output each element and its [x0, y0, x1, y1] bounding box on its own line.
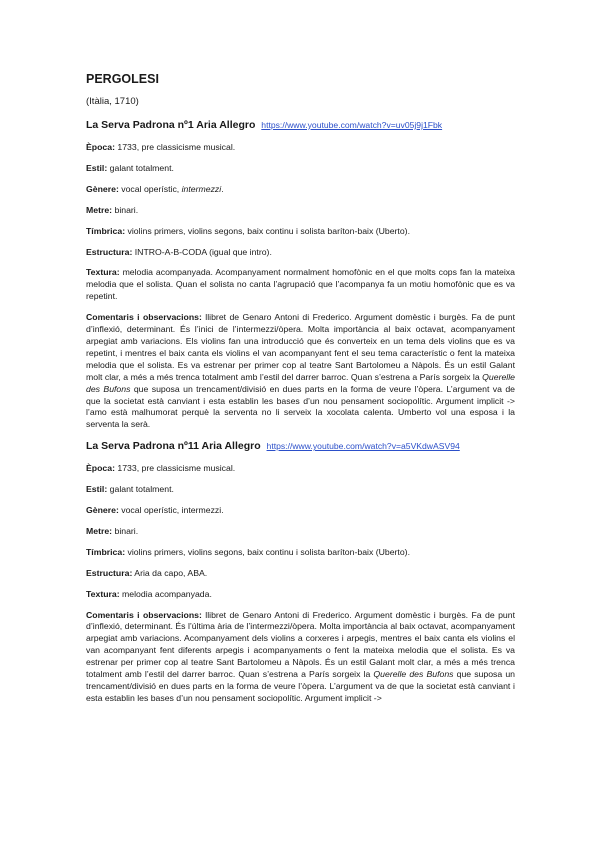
- field-label: Gènere:: [86, 183, 119, 194]
- timbrica-field: [86, 547, 515, 559]
- estructura-field: [86, 247, 515, 259]
- field-value: vocal operístic, intermezzi.: [118, 505, 224, 516]
- comentaris-field: [86, 312, 515, 431]
- field-value: melodia acompanyada. Acompanyament normalment homofònic en el que molts cops fan la mateixa melodia que el solista. Quan el solista no canta l’agrupació que l’acompanya fa un motiu homofònic que es va repetint.: [86, 267, 515, 302]
- piece-title: La Serva Padrona nº11 Aria Allegro: [86, 440, 261, 453]
- field-label: Tímbrica:: [86, 225, 126, 236]
- field-value: que suposa un trencament/divisió en dues parts en la forma de veure l’òpera. L’argument va de que la societat està canviant i esta establin les bases d’un nou pensament sociopolític. Argument implicit -> l’amo està malhumorat perquè la serventa no li serveix la xocolata calenta. Umberto vol una esposa i la serventa la serà.: [86, 383, 516, 430]
- timbrica-field: [86, 226, 515, 238]
- field-value: violins primers, violins segons, baix continu i solista baríton-baix (Uberto).: [125, 225, 410, 236]
- field-value-italic: Querelle des Bufons: [373, 669, 454, 680]
- field-value: llibret de Genaro Antoni di Frederico. Argument domèstic i burgès. Fa de punt d’inflexió, determinant. És l’inici de l’intermezzi/òpera. Molta importància al baix octavat, acompanyament arpegiat amb variacions. Els violins fan una introducció que és converteix en un tema dels violins que es va repetint, i mentres el baix canta els violins el van acompanyant fent el seu tema característic o fent la mateixa melodia que el solista. Es va estrenar per primer cop al teatre Sant Bartolomeu a Nàpols. És un estil Galant molt clar, a més a més trenca totalment amb l’estil del darrer barroc. Quan s’estrena a París sorgeix la: [86, 312, 515, 382]
- piece-heading: [86, 440, 515, 453]
- epoca-field: [86, 463, 515, 475]
- comentaris-field: [86, 610, 515, 705]
- field-value: violins primers, violins segons, baix continu i solista baríton-baix (Uberto).: [125, 546, 410, 557]
- field-value: 1733, pre classicisme musical.: [114, 463, 236, 474]
- field-label: Estructura:: [86, 567, 133, 578]
- field-value: INTRO-A-B-CODA (igual que intro).: [132, 246, 272, 257]
- field-value: 1733, pre classicisme musical.: [114, 142, 236, 152]
- youtube-link[interactable]: https://www.youtube.com/watch?v=a5VKdwASV94: [266, 441, 460, 452]
- field-label: Estructura:: [86, 246, 133, 257]
- genere-field: [86, 505, 515, 517]
- field-value-italic: Querelle des Bufons: [86, 371, 515, 394]
- field-label: Metre:: [86, 204, 113, 215]
- genere-field: [86, 184, 515, 196]
- youtube-link[interactable]: https://www.youtube.com/watch?v=uv05j9j1Fbk: [261, 120, 443, 130]
- field-value-italic: intermezzi: [181, 183, 222, 194]
- field-label: Textura:: [86, 267, 120, 278]
- piece-section-1: [86, 119, 515, 431]
- metre-field: [86, 526, 515, 538]
- piece-section-2: [86, 440, 515, 705]
- field-label: Època:: [86, 463, 115, 474]
- field-label: Metre:: [86, 525, 113, 536]
- field-value: galant totalment.: [107, 162, 174, 173]
- field-value: Aria da capo, ABA.: [132, 567, 208, 578]
- metre-field: [86, 205, 515, 217]
- field-label: Època:: [86, 142, 115, 152]
- estructura-field: [86, 568, 515, 580]
- field-value: vocal operístic,: [118, 183, 182, 194]
- field-value: binari.: [112, 204, 139, 215]
- estil-field: [86, 484, 515, 496]
- field-value: melodia acompanyada.: [119, 588, 212, 599]
- epoca-field: [86, 142, 515, 154]
- field-label: Gènere:: [86, 505, 119, 516]
- field-label: Estil:: [86, 484, 108, 495]
- field-value: llibret de Genaro Antoni di Frederico. Argument domèstic i burgès. Fa de punt d’inflexió, determinant. És l’última ària de l’intermezzi/òpera. Molta importància al baix octavat, acompanyament arpegiat amb variacions. Acompanyament dels violins a corxeres i arpegis, mentres el baix canta els violins el van acompanyant fent diferents arpegis i acompanyaments o fent la mateixa melodia que el solista. Es va estrenar per primer cop al teatre Sant Bartolomeu a Nàpols. És un estil Galant molt clar, a més a més trenca totalment amb l’estil del darrer barroc. Quan s’estrena a París sorgeix la: [86, 609, 515, 680]
- piece-heading: [86, 119, 515, 132]
- field-label: Comentaris i observacions:: [86, 312, 202, 323]
- field-label: Textura:: [86, 588, 120, 599]
- estil-field: [86, 163, 515, 175]
- field-label: Tímbrica:: [86, 546, 126, 557]
- field-value: binari.: [112, 525, 139, 536]
- field-label: Estil:: [86, 162, 108, 173]
- field-value: que suposa un trencament/divisió en dues parts en la forma de veure l’òpera. L’argument va de que la societat està canviant i esta establin les bases d’un nou pensament sociopolític. Argument implicit ->: [86, 669, 516, 703]
- field-value: .: [221, 183, 224, 194]
- page-subtitle: (Itàlia, 1710): [86, 96, 139, 107]
- field-label: Comentaris i observacions:: [86, 609, 202, 620]
- piece-title: La Serva Padrona nº1 Aria Allegro: [86, 119, 256, 131]
- textura-field: [86, 267, 515, 303]
- page-title: PERGOLESI: [86, 72, 159, 86]
- field-value: galant totalment.: [107, 484, 174, 495]
- textura-field: [86, 589, 515, 601]
